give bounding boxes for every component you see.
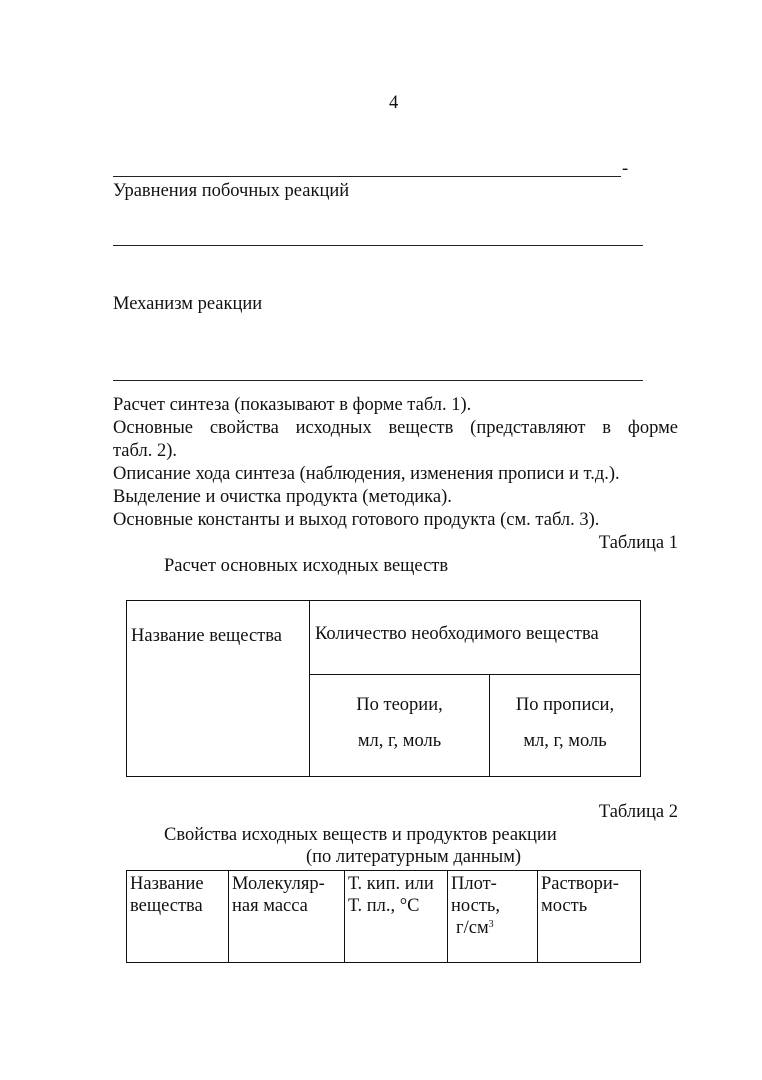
table2-molar-mass-line1: Молекуляр- (232, 874, 325, 894)
table1-header-name-text: Название вещества (131, 626, 282, 646)
blank-line-mechanism (113, 380, 643, 381)
table1-theory-line2: мл, г, моль (357, 731, 442, 751)
table2-name-line2: вещества (130, 896, 203, 916)
table2-header-molar-mass (229, 871, 345, 963)
table2-subtitle: (по литературным данным) (306, 847, 522, 867)
paragraph-properties-line2: табл. 2). (113, 441, 177, 461)
table1-header-name (127, 601, 310, 777)
table2-header-temperature (345, 871, 448, 963)
table2-name-line1: Название (130, 874, 204, 894)
table1-header-theory (310, 675, 490, 777)
table2-label: Таблица 2 (598, 802, 678, 822)
table1-theory-line1: По теории, (356, 695, 443, 715)
table1-header-quantity-text: Количество необходимого вещества (315, 624, 599, 644)
table2-temperature-line1: Т. кип. или (348, 874, 434, 894)
side-reactions-heading: Уравнения побочных реакций (113, 181, 350, 201)
table2-density-unit-text: г/см (456, 918, 489, 938)
table2-header-density (448, 871, 538, 963)
table1 (126, 600, 641, 777)
table2-density-unit-exponent: 3 (488, 919, 494, 930)
table2-density-line2: ность, (451, 896, 500, 916)
table2-title: Свойства исходных веществ и продуктов реакции (164, 825, 557, 845)
table2-temperature-line2: Т. пл., °С (348, 896, 420, 916)
table2-header-name (127, 871, 229, 963)
page-number: 4 (389, 93, 399, 113)
blank-line-side-reactions (113, 245, 643, 246)
table2-header-solubility (538, 871, 641, 963)
table2-solubility-line2: мость (541, 896, 588, 916)
table2-solubility-line1: Раствори- (541, 874, 619, 894)
mechanism-heading: Механизм реакции (113, 294, 263, 314)
table1-recipe-line2: мл, г, моль (523, 731, 607, 751)
table2-molar-mass-line2: ная масса (232, 896, 308, 916)
line-trailing-dash: - (622, 159, 629, 179)
table2-density-line1: Плот- (451, 874, 497, 894)
table1-header-quantity (310, 601, 641, 675)
table1-label: Таблица 1 (598, 533, 678, 553)
paragraph-synthesis-description: Описание хода синтеза (наблюдения, изменения прописи и т.д.). (113, 464, 620, 484)
blank-line-main-equation (113, 176, 621, 177)
table1-title: Расчет основных исходных веществ (164, 556, 449, 576)
paragraph-isolation: Выделение и очистка продукта (методика). (113, 487, 452, 507)
paragraph-constants-yield: Основные константы и выход готового продукта (см. табл. 3). (113, 510, 600, 530)
table1-recipe-line1: По прописи, (515, 695, 615, 715)
table1-header-recipe (490, 675, 641, 777)
table2 (126, 870, 641, 963)
paragraph-synthesis-calc: Расчет синтеза (показывают в форме табл. 1). (113, 395, 472, 415)
paragraph-properties-line1: Основные свойства исходных веществ (представляют в форме (113, 418, 678, 438)
table2-density-unit (451, 917, 537, 939)
